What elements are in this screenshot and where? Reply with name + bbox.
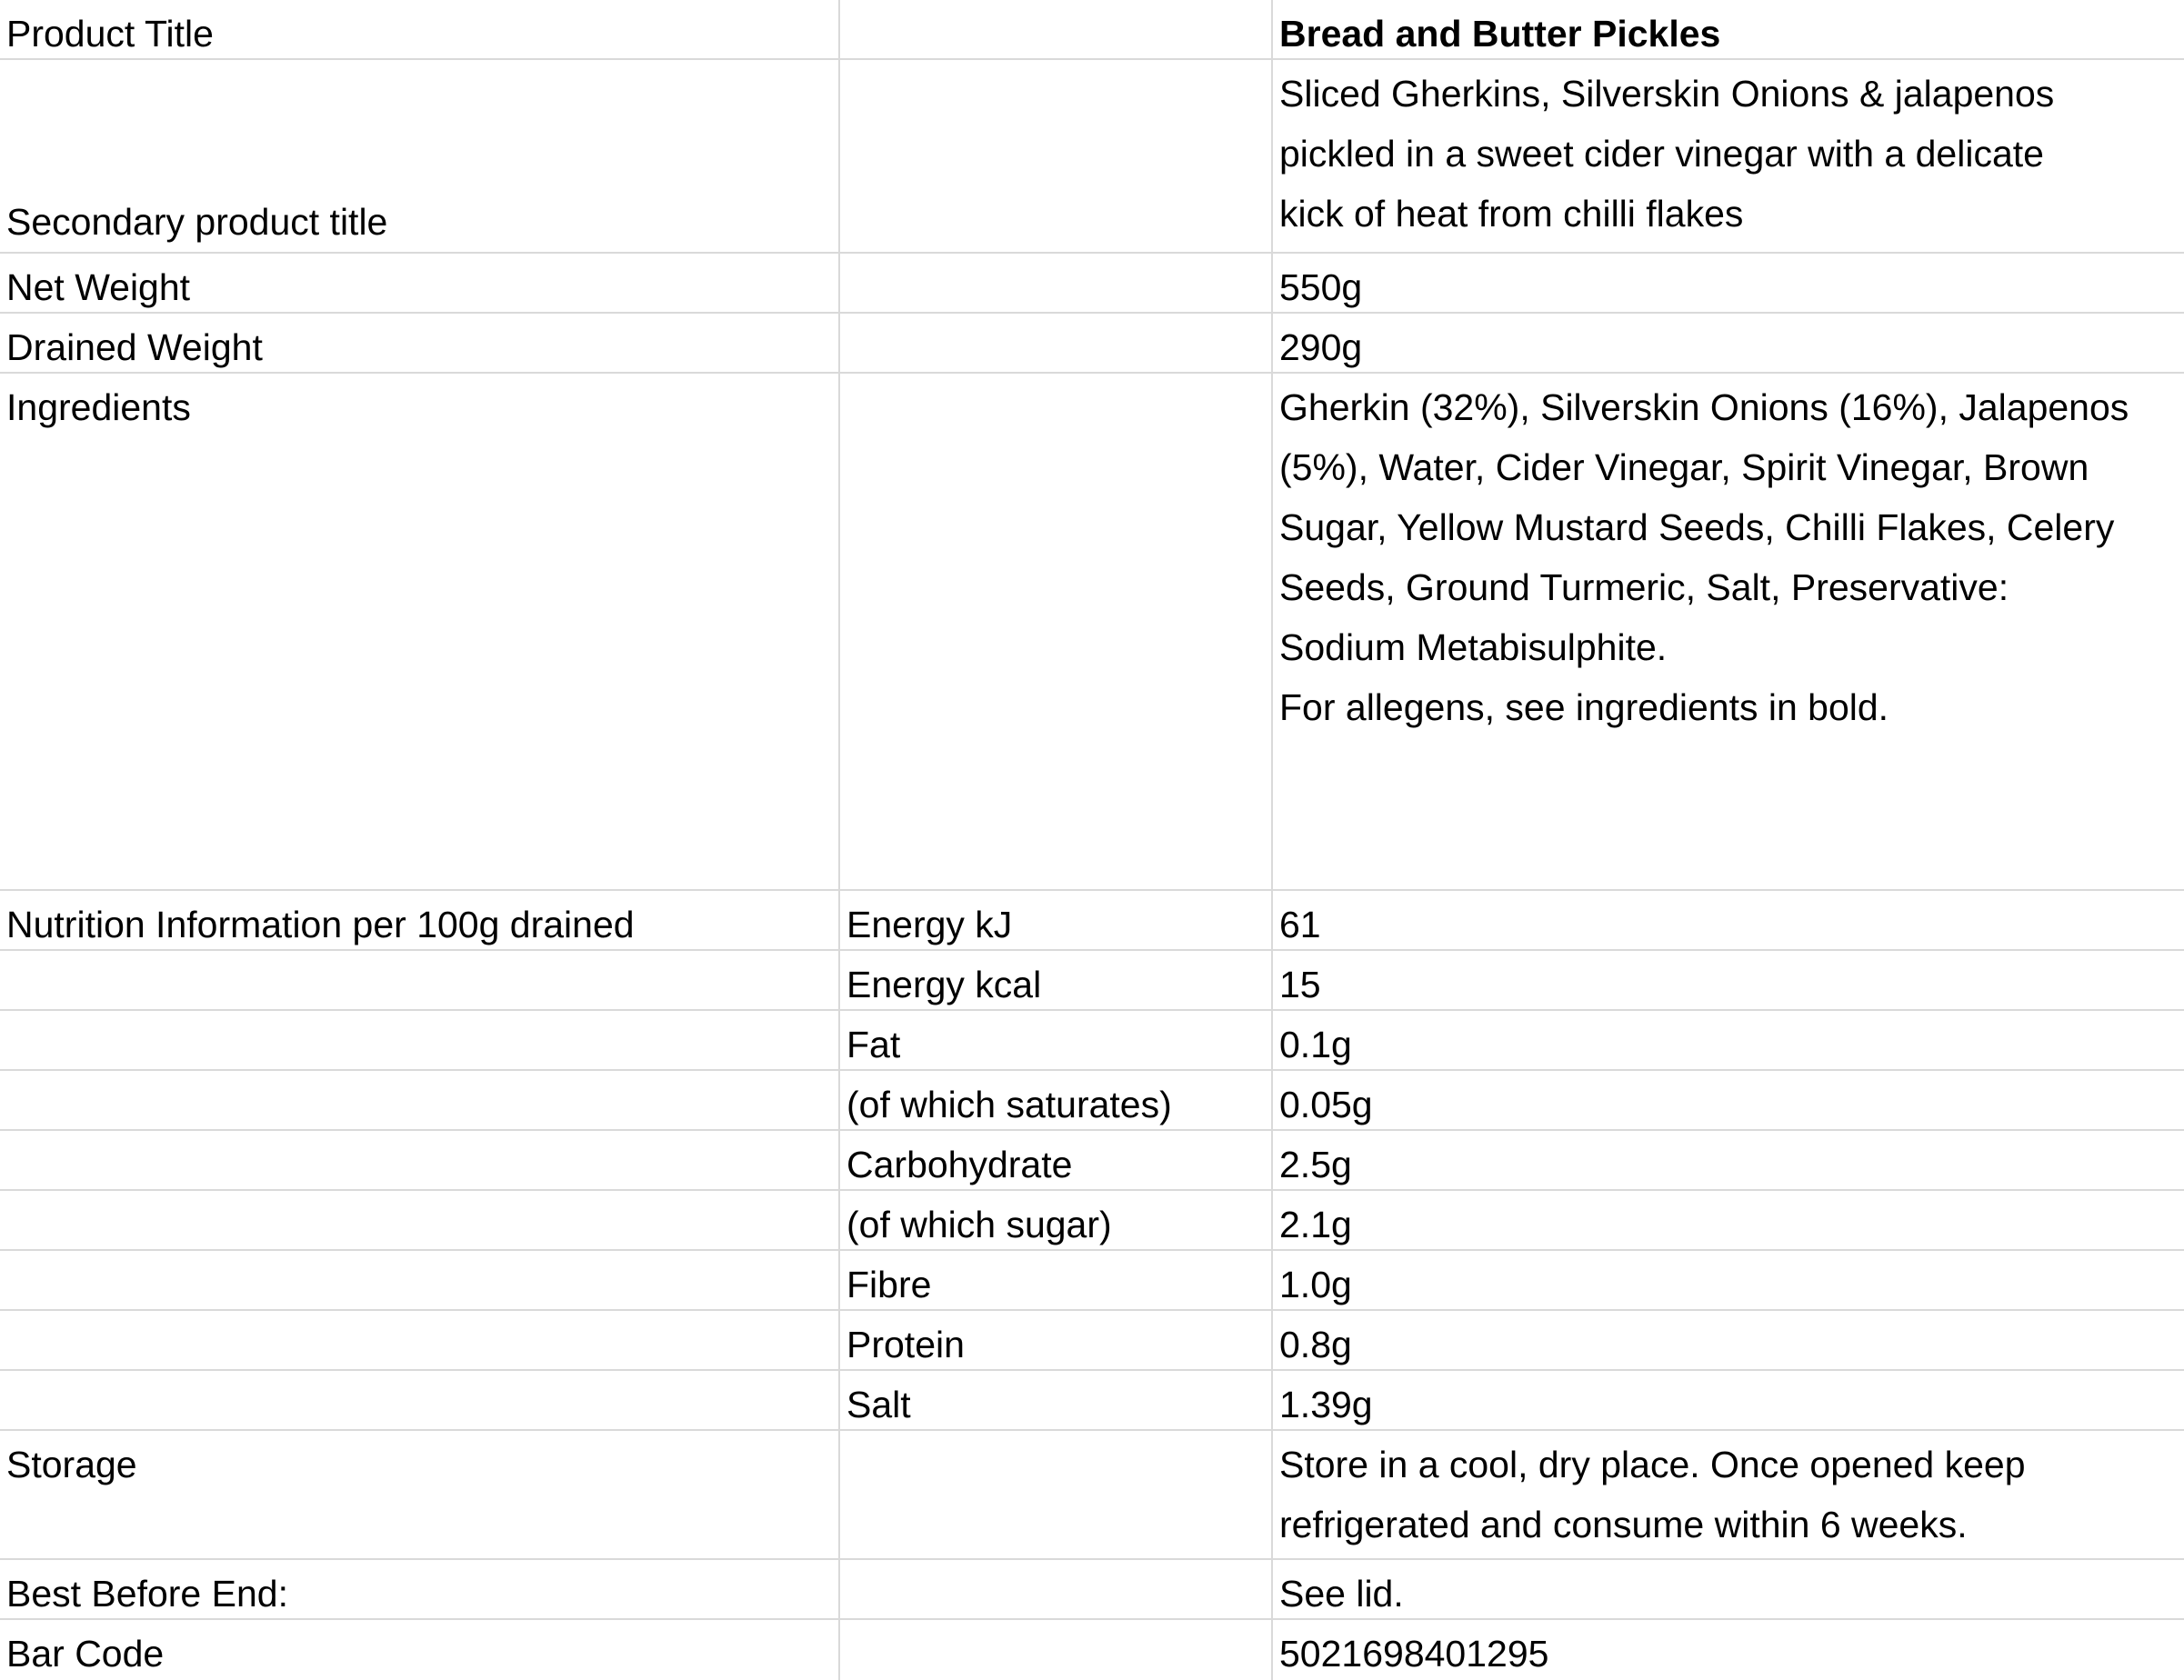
empty-cell [0,1311,840,1371]
empty-cell [0,1191,840,1251]
empty-cell [0,1371,840,1431]
nutrition-item-value: 0.1g [1273,1011,2184,1071]
nutrition-item-name: Carbohydrate [840,1131,1273,1191]
storage-value: Store in a cool, dry place. Once opened keep refrigerated and consume within 6 weeks. [1273,1431,2184,1560]
product-title-label: Product Title [0,0,840,60]
secondary-title-value: Sliced Gherkins, Silverskin Onions & jalapenos pickled in a sweet cider vinegar with a delicate kick of heat from chilli flakes [1273,60,2184,254]
nutrition-item-name: Salt [840,1371,1273,1431]
nutrition-item-value: 0.05g [1273,1071,2184,1131]
nutrition-item-name: Fat [840,1011,1273,1071]
best-before-label: Best Before End: [0,1560,840,1620]
bar-code-value: 5021698401295 [1279,1633,1549,1675]
storage-label: Storage [0,1431,840,1560]
nutrition-item-value: 0.8g [1273,1311,2184,1371]
nutrition-item-name: (of which sugar) [840,1191,1273,1251]
nutrition-item-value: 1.0g [1273,1251,2184,1311]
best-before-value: See lid. [1273,1560,2184,1620]
empty-cell [840,0,1273,60]
secondary-title-label: Secondary product title [6,201,388,243]
product-title-value: Bread and Butter Pickles [1273,0,2184,60]
empty-cell [840,1431,1273,1560]
drained-weight-label: Drained Weight [0,314,840,374]
ingredients-label: Ingredients [0,374,840,891]
empty-cell [0,1251,840,1311]
nutrition-item-name: Fibre [840,1251,1273,1311]
empty-cell [0,1131,840,1191]
empty-cell [840,60,1273,254]
nutrition-item-value: 2.1g [1273,1191,2184,1251]
empty-cell [840,314,1273,374]
nutrition-item-value: 1.39g [1273,1371,2184,1431]
nutrition-item-name: Energy kJ [840,891,1273,951]
nutrition-item-value: 2.5g [1273,1131,2184,1191]
secondary-title-label-cell [0,60,840,254]
nutrition-item-name: Energy kcal [840,951,1273,1011]
nutrition-item-value: 61 [1273,891,2184,951]
empty-cell [0,951,840,1011]
empty-cell [840,1560,1273,1620]
empty-cell [840,1620,1273,1680]
empty-cell [0,1011,840,1071]
empty-cell [840,254,1273,314]
nutrition-label: Nutrition Information per 100g drained [0,891,840,951]
empty-cell [840,374,1273,891]
empty-cell [0,1071,840,1131]
nutrition-item-name: (of which saturates) [840,1071,1273,1131]
bar-code-label: Bar Code [0,1620,840,1680]
nutrition-item-name: Protein [840,1311,1273,1371]
net-weight-value: 550g [1273,254,2184,314]
nutrition-item-value: 15 [1273,951,2184,1011]
net-weight-label: Net Weight [0,254,840,314]
ingredients-value: Gherkin (32%), Silverskin Onions (16%), Jalapenos (5%), Water, Cider Vinegar, Spirit Vinegar, Brown Sugar, Yellow Mustard Seeds, Chilli Flakes, Celery Seeds, Ground Turmeric, Salt, Preservative: Sodium Metabisulphite. For allegens, see ingredients in bold. [1273,374,2184,891]
drained-weight-value: 290g [1273,314,2184,374]
